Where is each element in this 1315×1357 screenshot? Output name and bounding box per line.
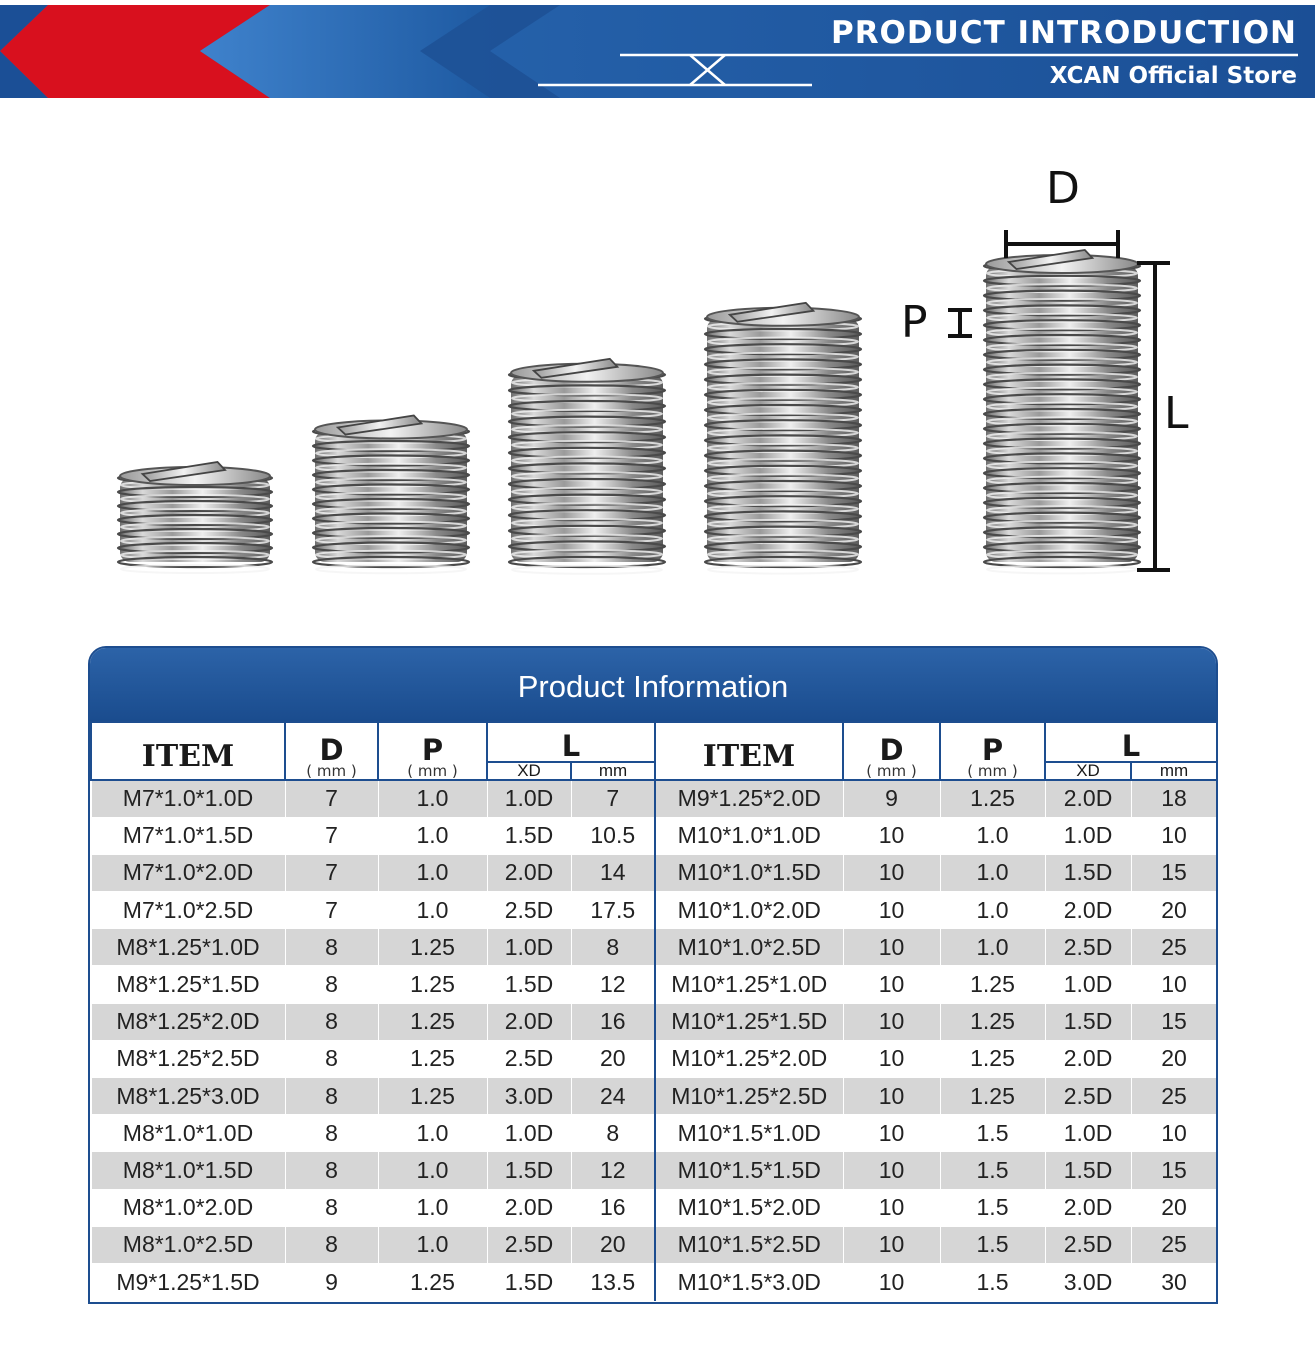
- coil-insert-1: [118, 462, 272, 573]
- left-item-cell: M7*1.0*1.5D: [91, 817, 285, 854]
- right-mm-cell: 18: [1131, 780, 1217, 817]
- right-p-cell: 1.0: [940, 854, 1045, 891]
- right-xd-cell: 3.0D: [1045, 1263, 1131, 1300]
- left-mm-cell: 10.5: [571, 817, 655, 854]
- dimension-p-label: P: [901, 297, 928, 348]
- left-d-cell: 8: [285, 1115, 378, 1152]
- right-p-cell: 1.5: [940, 1189, 1045, 1226]
- right-item-cell: M10*1.5*3.0D: [655, 1263, 843, 1300]
- right-p-cell: 1.0: [940, 929, 1045, 966]
- spec-table: [90, 721, 1218, 1301]
- left-p-cell: 1.0: [378, 1189, 487, 1226]
- left-xd-cell: 2.0D: [487, 1003, 571, 1040]
- right-xd-cell: 2.5D: [1045, 1226, 1131, 1263]
- left-item-cell: M8*1.0*2.5D: [91, 1226, 285, 1263]
- left-mm-cell: 24: [571, 1078, 655, 1115]
- left-d-cell: 7: [285, 854, 378, 891]
- right-item-cell: M10*1.5*1.0D: [655, 1115, 843, 1152]
- right-d-cell: 10: [843, 1263, 940, 1300]
- left-d-cell: 8: [285, 929, 378, 966]
- left-p-cell: 1.0: [378, 1115, 487, 1152]
- table-row: [91, 1040, 1217, 1077]
- right-xd-cell: 2.0D: [1045, 1040, 1131, 1077]
- left-xd-cell: 2.0D: [487, 854, 571, 891]
- left-item-cell: M8*1.0*2.0D: [91, 1189, 285, 1226]
- right-mm-cell: 10: [1131, 817, 1217, 854]
- table-row: [91, 854, 1217, 891]
- header-l-right: L: [1045, 722, 1217, 762]
- left-mm-cell: 7: [571, 780, 655, 817]
- table-row: [91, 929, 1217, 966]
- table-row: [91, 966, 1217, 1003]
- coil-insert-5: [984, 250, 1140, 573]
- right-xd-cell: 1.5D: [1045, 1152, 1131, 1189]
- left-item-cell: M8*1.25*1.5D: [91, 966, 285, 1003]
- right-item-cell: M10*1.5*2.5D: [655, 1226, 843, 1263]
- table-row: [91, 892, 1217, 929]
- right-d-cell: 10: [843, 1189, 940, 1226]
- left-d-cell: 9: [285, 1263, 378, 1300]
- right-item-cell: M10*1.25*1.0D: [655, 966, 843, 1003]
- header-mm-right: mm: [1131, 762, 1217, 780]
- right-d-cell: 9: [843, 780, 940, 817]
- dimension-l-label: L: [1164, 388, 1189, 439]
- left-d-cell: 8: [285, 1078, 378, 1115]
- left-p-cell: 1.0: [378, 780, 487, 817]
- dimension-d-label: D: [1046, 163, 1080, 214]
- left-p-cell: 1.0: [378, 1226, 487, 1263]
- table-row: [91, 1189, 1217, 1226]
- header-d-letter: D: [319, 733, 344, 767]
- left-mm-cell: 20: [571, 1040, 655, 1077]
- header-item-right: ITEM: [655, 722, 843, 780]
- right-mm-cell: 25: [1131, 1226, 1217, 1263]
- right-item-cell: M10*1.0*1.0D: [655, 817, 843, 854]
- table-row: [91, 817, 1217, 854]
- left-xd-cell: 1.5D: [487, 1263, 571, 1300]
- left-p-cell: 1.25: [378, 929, 487, 966]
- header-d-unit: ( mm ): [866, 762, 917, 780]
- right-d-cell: 10: [843, 1003, 940, 1040]
- dimension-p-marker: [948, 310, 972, 336]
- right-xd-cell: 1.0D: [1045, 817, 1131, 854]
- right-p-cell: 1.25: [940, 1040, 1045, 1077]
- header-xd-right: XD: [1045, 762, 1131, 780]
- left-d-cell: 8: [285, 1003, 378, 1040]
- left-mm-cell: 12: [571, 1152, 655, 1189]
- left-xd-cell: 1.0D: [487, 1115, 571, 1152]
- left-item-cell: M8*1.25*2.0D: [91, 1003, 285, 1040]
- left-item-cell: M7*1.0*2.5D: [91, 892, 285, 929]
- right-item-cell: M10*1.0*2.5D: [655, 929, 843, 966]
- left-mm-cell: 8: [571, 1115, 655, 1152]
- right-d-cell: 10: [843, 1115, 940, 1152]
- right-item-cell: M10*1.5*1.5D: [655, 1152, 843, 1189]
- left-xd-cell: 2.5D: [487, 1040, 571, 1077]
- right-mm-cell: 20: [1131, 892, 1217, 929]
- left-xd-cell: 1.5D: [487, 1152, 571, 1189]
- right-item-cell: M10*1.25*2.0D: [655, 1040, 843, 1077]
- left-item-cell: M7*1.0*2.0D: [91, 854, 285, 891]
- header-d-letter: D: [879, 733, 904, 767]
- table-row: [91, 1115, 1217, 1152]
- left-p-cell: 1.0: [378, 854, 487, 891]
- header-d-unit: ( mm ): [306, 762, 357, 780]
- right-d-cell: 10: [843, 929, 940, 966]
- left-d-cell: 8: [285, 1040, 378, 1077]
- coil-insert-3: [509, 359, 665, 574]
- right-mm-cell: 25: [1131, 1078, 1217, 1115]
- left-d-cell: 7: [285, 780, 378, 817]
- right-xd-cell: 1.0D: [1045, 966, 1131, 1003]
- left-d-cell: 7: [285, 817, 378, 854]
- left-d-cell: 8: [285, 1152, 378, 1189]
- left-xd-cell: 1.5D: [487, 966, 571, 1003]
- right-mm-cell: 25: [1131, 929, 1217, 966]
- right-item-cell: M10*1.25*2.5D: [655, 1078, 843, 1115]
- left-mm-cell: 13.5: [571, 1263, 655, 1300]
- left-xd-cell: 2.5D: [487, 892, 571, 929]
- header-p-letter: P: [421, 733, 444, 767]
- right-p-cell: 1.25: [940, 1078, 1045, 1115]
- right-d-cell: 10: [843, 854, 940, 891]
- right-xd-cell: 2.5D: [1045, 1078, 1131, 1115]
- right-item-cell: M10*1.0*1.5D: [655, 854, 843, 891]
- header-p-letter: P: [981, 733, 1004, 767]
- header-p-right: [940, 722, 1045, 780]
- header-d-left: [285, 722, 378, 780]
- left-p-cell: 1.25: [378, 1003, 487, 1040]
- store-name: XCAN Official Store: [1049, 63, 1297, 89]
- right-mm-cell: 10: [1131, 966, 1217, 1003]
- right-mm-cell: 20: [1131, 1189, 1217, 1226]
- right-p-cell: 1.25: [940, 966, 1045, 1003]
- header-p-left: [378, 722, 487, 780]
- right-d-cell: 10: [843, 1226, 940, 1263]
- right-p-cell: 1.5: [940, 1263, 1045, 1300]
- left-d-cell: 8: [285, 1226, 378, 1263]
- table-row: [91, 780, 1217, 817]
- right-mm-cell: 15: [1131, 1003, 1217, 1040]
- left-p-cell: 1.25: [378, 1040, 487, 1077]
- right-p-cell: 1.5: [940, 1226, 1045, 1263]
- left-mm-cell: 17.5: [571, 892, 655, 929]
- header-p-unit: ( mm ): [967, 762, 1018, 780]
- header-xd-left: XD: [487, 762, 571, 780]
- right-d-cell: 10: [843, 966, 940, 1003]
- left-item-cell: M9*1.25*1.5D: [91, 1263, 285, 1300]
- coil-insert-4: [705, 303, 861, 574]
- left-p-cell: 1.0: [378, 892, 487, 929]
- left-mm-cell: 8: [571, 929, 655, 966]
- left-p-cell: 1.0: [378, 1152, 487, 1189]
- product-illustration: [0, 160, 1315, 590]
- banner-title: PRODUCT INTRODUCTION: [830, 15, 1297, 51]
- right-item-cell: M10*1.5*2.0D: [655, 1189, 843, 1226]
- left-d-cell: 8: [285, 966, 378, 1003]
- right-mm-cell: 30: [1131, 1263, 1217, 1300]
- left-item-cell: M8*1.0*1.5D: [91, 1152, 285, 1189]
- right-p-cell: 1.0: [940, 817, 1045, 854]
- table-row: [91, 1152, 1217, 1189]
- header-p-unit: ( mm ): [407, 762, 458, 780]
- right-xd-cell: 2.5D: [1045, 929, 1131, 966]
- left-p-cell: 1.25: [378, 1263, 487, 1300]
- header-mm-left: mm: [571, 762, 655, 780]
- left-mm-cell: 20: [571, 1226, 655, 1263]
- right-d-cell: 10: [843, 1152, 940, 1189]
- table-row: [91, 1226, 1217, 1263]
- right-p-cell: 1.25: [940, 780, 1045, 817]
- right-mm-cell: 15: [1131, 1152, 1217, 1189]
- left-xd-cell: 1.0D: [487, 780, 571, 817]
- right-d-cell: 10: [843, 817, 940, 854]
- right-p-cell: 1.5: [940, 1115, 1045, 1152]
- right-xd-cell: 2.0D: [1045, 780, 1131, 817]
- header-item-left: ITEM: [91, 722, 285, 780]
- right-item-cell: M10*1.25*1.5D: [655, 1003, 843, 1040]
- left-mm-cell: 14: [571, 854, 655, 891]
- header-l-left: L: [487, 722, 655, 762]
- table-title: Product Information: [90, 648, 1216, 721]
- right-mm-cell: 20: [1131, 1040, 1217, 1077]
- left-item-cell: M8*1.25*3.0D: [91, 1078, 285, 1115]
- right-p-cell: 1.25: [940, 1003, 1045, 1040]
- banner: [0, 5, 1315, 98]
- right-d-cell: 10: [843, 1040, 940, 1077]
- left-item-cell: M8*1.0*1.0D: [91, 1115, 285, 1152]
- left-item-cell: M7*1.0*1.0D: [91, 780, 285, 817]
- right-mm-cell: 10: [1131, 1115, 1217, 1152]
- left-xd-cell: 2.5D: [487, 1226, 571, 1263]
- right-xd-cell: 1.0D: [1045, 1115, 1131, 1152]
- table-row: [91, 1078, 1217, 1115]
- right-p-cell: 1.5: [940, 1152, 1045, 1189]
- left-p-cell: 1.0: [378, 817, 487, 854]
- right-xd-cell: 2.0D: [1045, 892, 1131, 929]
- product-information-table: [88, 646, 1218, 1304]
- right-p-cell: 1.0: [940, 892, 1045, 929]
- coil-insert-2: [313, 416, 469, 574]
- left-xd-cell: 1.0D: [487, 929, 571, 966]
- right-xd-cell: 2.0D: [1045, 1189, 1131, 1226]
- left-xd-cell: 1.5D: [487, 817, 571, 854]
- left-p-cell: 1.25: [378, 966, 487, 1003]
- right-mm-cell: 15: [1131, 854, 1217, 891]
- table-row: [91, 1263, 1217, 1300]
- coil-inserts-drawing: [0, 160, 1315, 590]
- left-d-cell: 8: [285, 1189, 378, 1226]
- left-mm-cell: 16: [571, 1003, 655, 1040]
- right-xd-cell: 1.5D: [1045, 1003, 1131, 1040]
- right-d-cell: 10: [843, 892, 940, 929]
- left-p-cell: 1.25: [378, 1078, 487, 1115]
- table-row: [91, 1003, 1217, 1040]
- right-xd-cell: 1.5D: [1045, 854, 1131, 891]
- header-d-right: [843, 722, 940, 780]
- left-mm-cell: 16: [571, 1189, 655, 1226]
- left-item-cell: M8*1.25*1.0D: [91, 929, 285, 966]
- left-d-cell: 7: [285, 892, 378, 929]
- left-xd-cell: 3.0D: [487, 1078, 571, 1115]
- right-item-cell: M9*1.25*2.0D: [655, 780, 843, 817]
- right-item-cell: M10*1.0*2.0D: [655, 892, 843, 929]
- left-xd-cell: 2.0D: [487, 1189, 571, 1226]
- left-item-cell: M8*1.25*2.5D: [91, 1040, 285, 1077]
- right-d-cell: 10: [843, 1078, 940, 1115]
- left-mm-cell: 12: [571, 966, 655, 1003]
